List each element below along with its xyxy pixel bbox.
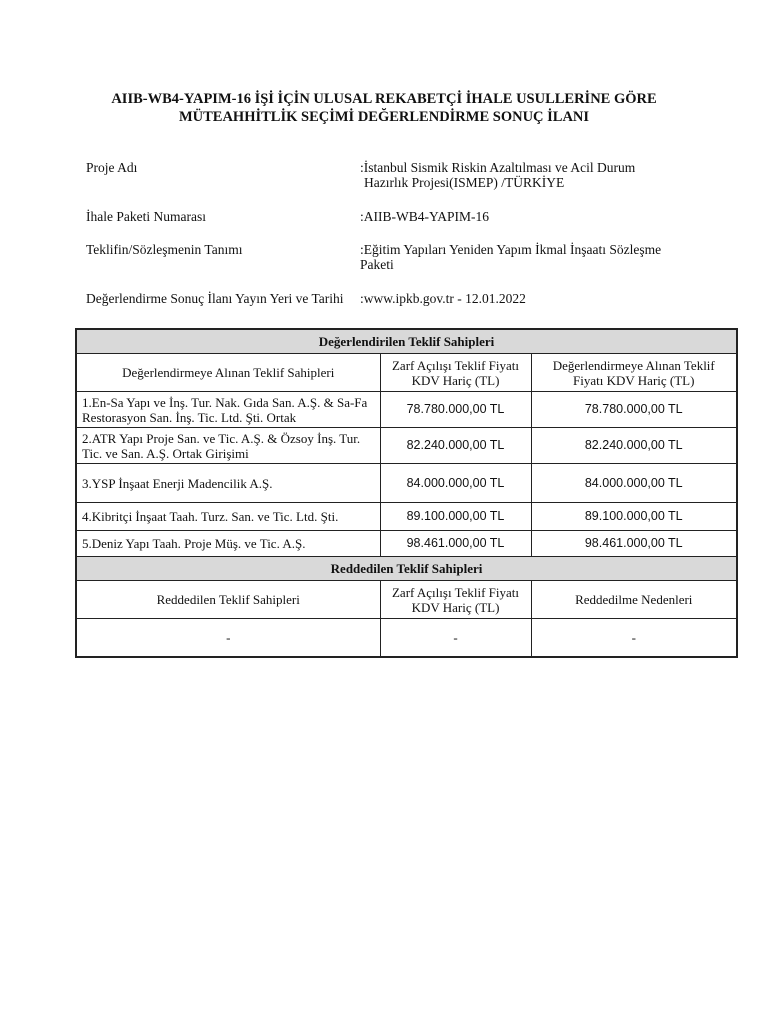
bidder-name: 4.Kibritçi İnşaat Taah. Turz. San. ve Tic. Ltd. Şti. [76, 503, 380, 531]
rejected-bid-price: - [380, 619, 531, 657]
bidder-name: 1.En-Sa Yapı ve İnş. Tur. Nak. Gıda San. A.Ş. & Sa-Fa Restorasyon San. İnş. Tic. Ltd. Şti. Ortak [76, 392, 380, 428]
bid-price: 89.100.000,00 TL [380, 503, 531, 531]
bid-price: 98.461.000,00 TL [380, 531, 531, 557]
evaluated-col-evaluated-price-header: Değerlendirmeye Alınan Teklif Fiyatı KDV Hariç (TL) [531, 354, 737, 392]
table-row [76, 464, 737, 503]
bidder-name: 5.Deniz Yapı Taah. Proje Müş. ve Tic. A.Ş. [76, 531, 380, 557]
bid-price: 78.780.000,00 TL [380, 392, 531, 428]
evaluated-price: 84.000.000,00 TL [531, 464, 737, 503]
package-number-label: İhale Paketi Numarası [86, 209, 206, 224]
table-row [76, 392, 737, 428]
project-name-label: Proje Adı [86, 160, 138, 175]
rejected-col-reason-header: Reddedilme Nedenleri [531, 581, 737, 619]
bid-price: 82.240.000,00 TL [380, 428, 531, 464]
title-line-2: MÜTEAHHİTLİK SEÇİMİ DEĞERLENDİRME SONUÇ İLANI [178, 109, 590, 125]
contract-definition-value: :Eğitim Yapıları Yeniden Yapım İkmal İnşaatı Sözleşme Paketi [360, 242, 662, 272]
title-line-1: AIIB-WB4-YAPIM-16 İŞİ İÇİN ULUSAL REKABETÇİ İHALE USULLERİNE GÖRE [111, 91, 657, 107]
rejected-col-bidders-header: Reddedilen Teklif Sahipleri [76, 581, 380, 619]
bid-price: 84.000.000,00 TL [380, 464, 531, 503]
document-title [60, 90, 708, 126]
evaluated-price: 89.100.000,00 TL [531, 503, 737, 531]
results-table [75, 328, 738, 658]
bidder-name: 3.YSP İnşaat Enerji Madencilik A.Ş. [76, 464, 380, 503]
rejected-reason: - [531, 619, 737, 657]
evaluated-price: 98.461.000,00 TL [531, 531, 737, 557]
rejected-bidder-name: - [76, 619, 380, 657]
project-name-value: :İstanbul Sismik Riskin Azaltılması ve Acil Durum Hazırlık Projesi(ISMEP) /TÜRKİYE [360, 160, 636, 190]
contract-definition-label: Teklifin/Sözleşmenin Tanımı [86, 242, 243, 257]
evaluated-col-bidders-header: Değerlendirmeye Alınan Teklif Sahipleri [76, 354, 380, 392]
publication-value: :www.ipkb.gov.tr - 12.01.2022 [360, 291, 526, 306]
evaluated-price: 78.780.000,00 TL [531, 392, 737, 428]
evaluated-section-header: Değerlendirilen Teklif Sahipleri [76, 329, 737, 354]
package-number-value: :AIIB-WB4-YAPIM-16 [360, 209, 489, 224]
table-row [76, 428, 737, 464]
table-row [76, 531, 737, 557]
bidder-name: 2.ATR Yapı Proje San. ve Tic. A.Ş. & Özsoy İnş. Tur. Tic. ve San. A.Ş. Ortak Girişimi [76, 428, 380, 464]
evaluated-col-bid-price-header: Zarf Açılışı Teklif Fiyatı KDV Hariç (TL) [380, 354, 531, 392]
evaluated-price: 82.240.000,00 TL [531, 428, 737, 464]
rejected-section-header: Reddedilen Teklif Sahipleri [76, 557, 737, 581]
table-row [76, 503, 737, 531]
table-row [76, 619, 737, 657]
publication-label: Değerlendirme Sonuç İlanı Yayın Yeri ve Tarihi [86, 291, 344, 306]
rejected-col-bid-price-header: Zarf Açılışı Teklif Fiyatı KDV Hariç (TL) [380, 581, 531, 619]
